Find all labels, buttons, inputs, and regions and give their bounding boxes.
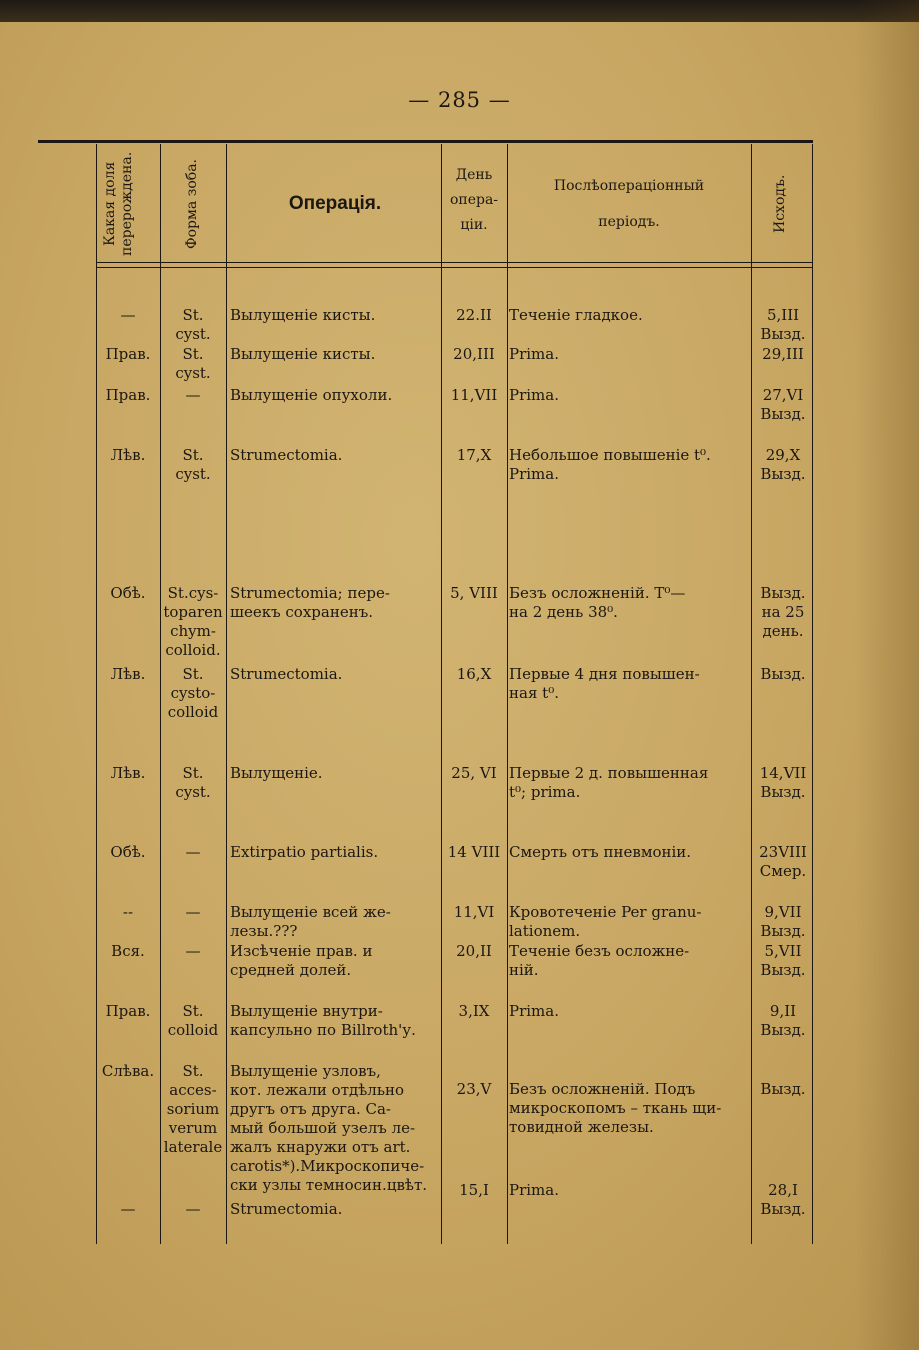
cell-postop: Теченiе гладкое. (509, 306, 643, 324)
cell-form: — (185, 386, 201, 404)
cell-operation: Вылущенiе кисты. (230, 345, 376, 363)
column-divider (812, 144, 813, 1244)
cell-operation: Вылущенiе всей же- лезы.??? (230, 903, 391, 940)
cell-operation: Strumectomia. (230, 1200, 343, 1218)
cell-postop: Безъ осложненiй. Подъ микроскопомъ – ткань щи- товидной железы. (509, 1080, 722, 1136)
cell-outcome: 29,X Вызд. (760, 446, 806, 483)
cell-day: 11,VII (450, 386, 498, 404)
cell-outcome: Вызд. на 25 день. (760, 584, 806, 640)
header-rule (96, 262, 812, 263)
cell-operation: Вылущенiе кисты. (230, 306, 376, 324)
column-divider (226, 144, 227, 1244)
cell-operation: Strumectomia. (230, 665, 343, 683)
cell-side: Лѣв. (110, 446, 146, 464)
cell-form: St.cys- toparen chym- colloid. (163, 584, 223, 659)
cell-operation: Strumectomia; пере- шеекъ сохраненъ. (230, 584, 390, 621)
cell-side: — (120, 306, 136, 324)
cell-day: 15,I (459, 1181, 489, 1199)
column-divider (160, 144, 161, 1244)
cell-form: St. cysto- colloid (167, 665, 219, 721)
cell-outcome: 14,VII Вызд. (759, 764, 807, 801)
cell-day: 20,III (453, 345, 495, 363)
header-operation: Операція. (288, 193, 382, 214)
cell-day: 16,X (456, 665, 492, 683)
cell-postop: Кровотеченiе Per granu- lationem. (509, 903, 702, 940)
cell-side: Вся. (111, 942, 145, 960)
cell-postop: Смерть отъ пневмонiи. (509, 843, 692, 861)
cell-outcome: 5,III Вызд. (760, 306, 806, 343)
cell-operation: Вылущенiе. (230, 764, 323, 782)
cell-side: Обѣ. (110, 843, 146, 861)
header-form: Форма зоба. (184, 159, 200, 249)
cell-outcome: 5,VII Вызд. (760, 942, 806, 979)
cell-postop: Небольшое повышенiе t⁰. Prima. (509, 446, 711, 483)
cell-postop: Prima. (509, 386, 559, 404)
cell-outcome: 9,II Вызд. (760, 1002, 806, 1039)
cell-day: 3,IX (458, 1002, 490, 1020)
cell-outcome: 28,I Вызд. (760, 1181, 806, 1218)
cell-outcome: 29,III (762, 345, 804, 363)
cell-operation: Изсѣченiе прав. и средней долей. (230, 942, 373, 979)
cell-outcome: 23VIII Смер. (759, 843, 807, 880)
cell-side: Обѣ. (110, 584, 146, 602)
cell-operation: Вылущенiе внутри- капсульно по Billroth'у. (230, 1002, 416, 1039)
scan-edge (0, 0, 919, 22)
header-rule-double (96, 267, 812, 268)
cell-postop: Prima. (509, 1002, 559, 1020)
cell-form: — (185, 843, 201, 861)
cell-outcome: Вызд. (760, 665, 806, 683)
header-outcome: Исходъ. (772, 174, 788, 234)
cell-day: 11,VI (453, 903, 495, 921)
column-divider (507, 144, 508, 1244)
cell-postop: Безъ осложненiй. T⁰— на 2 день 38⁰. (509, 584, 686, 621)
cell-side: Прав. (105, 345, 151, 363)
cell-side: -- (122, 903, 134, 921)
cell-operation: Вылущенiе опухоли. (230, 386, 393, 404)
cell-form: — (185, 903, 201, 921)
cell-form: St. cyst. (175, 345, 211, 382)
cell-side: Прав. (105, 386, 151, 404)
cell-form: St. cyst. (175, 764, 211, 801)
table-top-rule (38, 140, 813, 143)
cell-side: Слѣва. (101, 1062, 155, 1080)
cell-form: — (185, 942, 201, 960)
cell-form: — (185, 1200, 201, 1218)
cell-outcome: Вызд. (760, 1080, 806, 1098)
cell-day: 5, VIII (450, 584, 498, 602)
header-side: Какая доля перерождена. (102, 151, 135, 257)
cell-form: St. acces- sorium verum laterale (163, 1062, 223, 1156)
cell-day: 14 VIII (447, 843, 501, 861)
cell-outcome: 27,VI Вызд. (760, 386, 806, 423)
header-postop: Послѣоперацiонный перiодъ. (553, 178, 705, 230)
cell-postop: Первые 4 дня повышен- ная t⁰. (509, 665, 700, 702)
cell-day: 20,II (456, 942, 492, 960)
cell-side: Прав. (105, 1002, 151, 1020)
cell-postop: Первые 2 д. повышенная t⁰; prima. (509, 764, 709, 801)
cell-postop: Теченiе безъ осложне- нiй. (509, 942, 690, 979)
page-shadow (855, 0, 919, 1350)
cell-form: St. colloid (167, 1002, 219, 1039)
cell-operation: Вылущенiе узловъ, кот. лежали отдѣльно другъ отъ друга. Са- мый большой узелъ ле- жалъ кнаружи отъ art. carotis*).Микроскопиче- ски узлы темносин.цвѣт. (230, 1062, 428, 1194)
cell-day: 23,V (456, 1080, 492, 1098)
cell-postop: Prima. (509, 345, 559, 363)
cell-operation: Strumectomia. (230, 446, 343, 464)
cell-outcome: 9,VII Вызд. (760, 903, 806, 940)
cell-side: Лѣв. (110, 665, 146, 683)
cell-form: St. cyst. (175, 306, 211, 343)
cell-side: Лѣв. (110, 764, 146, 782)
cell-day: 25, VI (451, 764, 497, 782)
column-divider (751, 144, 752, 1244)
cell-postop: Prima. (509, 1181, 559, 1199)
header-day: День опера- ціи. (449, 167, 499, 233)
cell-operation: Extirpatio partialis. (230, 843, 379, 861)
cell-form: St. cyst. (175, 446, 211, 483)
cell-day: 17,X (456, 446, 492, 464)
cell-day: 22.II (456, 306, 492, 324)
cell-side: — (120, 1200, 136, 1218)
page-number: — 285 — (408, 88, 511, 112)
